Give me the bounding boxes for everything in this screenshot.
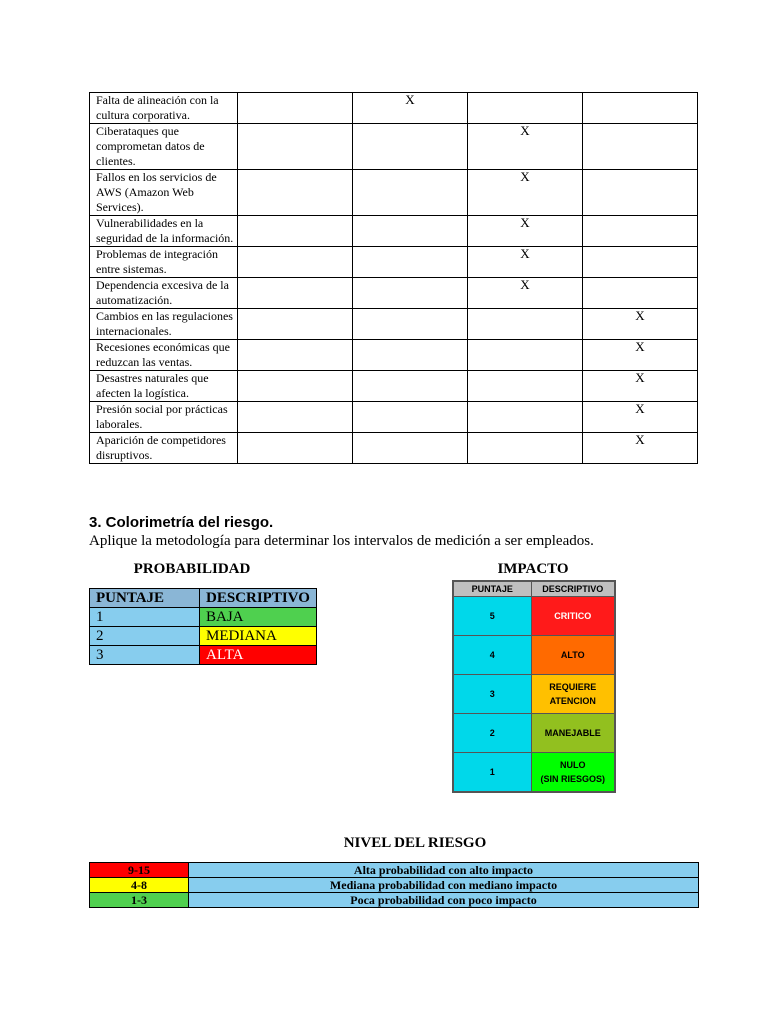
risk-mark: X [468,278,583,309]
risk-row [90,402,698,433]
risk-cell [353,216,468,247]
risk-mark: X [583,433,698,464]
risk-cell [468,402,583,433]
risk-table [89,92,698,464]
impact-score: 2 [453,714,531,753]
risk-row [90,371,698,402]
impact-table [452,580,616,793]
impact-label: MANEJABLE [531,714,615,753]
risk-cell [353,340,468,371]
risk-row [90,170,698,216]
risk-row [90,216,698,247]
level-row [90,893,699,908]
risk-mark: X [583,371,698,402]
risk-cell [583,216,698,247]
risk-cell [238,170,353,216]
impact-row [453,636,615,675]
probability-row [90,608,317,627]
probability-header-row [90,589,317,608]
risk-row [90,340,698,371]
impact-header-row [453,581,615,597]
risk-description: Desastres naturales que afecten la logística. [90,371,238,402]
risk-cell [353,433,468,464]
probability-label: BAJA [200,608,317,627]
impact-row [453,597,615,636]
probability-score: 2 [90,627,200,646]
impact-score: 3 [453,675,531,714]
risk-cell [238,124,353,170]
risk-mark: X [353,93,468,124]
risk-row [90,247,698,278]
risk-description: Problemas de integración entre sistemas. [90,247,238,278]
level-title: NIVEL DEL RIESGO [343,835,487,851]
risk-description: Cambios en las regulaciones internacionales. [90,309,238,340]
risk-cell [238,93,353,124]
risk-row [90,93,698,124]
risk-mark: X [468,247,583,278]
risk-description: Dependencia excesiva de la automatización. [90,278,238,309]
risk-cell [583,124,698,170]
risk-description: Ciberataques que comprometan datos de clientes. [90,124,238,170]
risk-cell [353,278,468,309]
risk-cell [583,278,698,309]
risk-cell [238,433,353,464]
probability-header-desc: DESCRIPTIVO [200,589,317,608]
risk-description: Recesiones económicas que reduzcan las ventas. [90,340,238,371]
risk-description: Presión social por prácticas laborales. [90,402,238,433]
risk-cell [468,309,583,340]
risk-mark: X [583,402,698,433]
probability-score: 1 [90,608,200,627]
probability-score: 3 [90,646,200,665]
risk-cell [583,247,698,278]
level-description: Alta probabilidad con alto impacto [189,863,699,878]
risk-row [90,433,698,464]
impact-row [453,675,615,714]
risk-cell [238,247,353,278]
probability-title: PROBABILIDAD [133,561,251,577]
probability-label: MEDIANA [200,627,317,646]
probability-header-score: PUNTAJE [90,589,200,608]
probability-row [90,646,317,665]
impact-label: ALTO [531,636,615,675]
risk-cell [353,402,468,433]
level-description: Poca probabilidad con poco impacto [189,893,699,908]
risk-cell [238,278,353,309]
risk-cell [238,309,353,340]
risk-cell [353,124,468,170]
impact-label: NULO (SIN RIESGOS) [531,753,615,793]
impact-row [453,714,615,753]
section-instruction: Aplique la metodología para determinar los intervalos de medición a ser empleados. [89,533,594,549]
risk-cell [353,170,468,216]
risk-row [90,278,698,309]
impact-label: CRITICO [531,597,615,636]
level-range: 1-3 [90,893,189,908]
risk-mark: X [468,216,583,247]
level-range: 4-8 [90,878,189,893]
risk-cell [468,340,583,371]
risk-mark: X [468,124,583,170]
risk-row [90,124,698,170]
risk-cell [238,402,353,433]
risk-cell [238,216,353,247]
probability-label: ALTA [200,646,317,665]
risk-cell [468,93,583,124]
impact-label: REQUIERE ATENCION [531,675,615,714]
section-heading: 3. Colorimetría del riesgo. [89,514,274,531]
risk-cell [583,93,698,124]
risk-mark: X [468,170,583,216]
impact-score: 4 [453,636,531,675]
risk-cell [583,170,698,216]
impact-score: 1 [453,753,531,793]
risk-cell [353,309,468,340]
probability-row [90,627,317,646]
risk-cell [468,433,583,464]
risk-cell [468,371,583,402]
risk-description: Falta de alineación con la cultura corporativa. [90,93,238,124]
risk-cell [238,340,353,371]
impact-title: IMPACTO [497,561,569,577]
risk-mark: X [583,340,698,371]
impact-score: 5 [453,597,531,636]
impact-header-desc: DESCRIPTIVO [531,581,615,597]
level-description: Mediana probabilidad con mediano impacto [189,878,699,893]
level-range: 9-15 [90,863,189,878]
risk-cell [353,247,468,278]
risk-row [90,309,698,340]
level-row [90,863,699,878]
risk-mark: X [583,309,698,340]
level-row [90,878,699,893]
impact-header-score: PUNTAJE [453,581,531,597]
risk-description: Fallos en los servicios de AWS (Amazon Web Services). [90,170,238,216]
level-table [89,862,699,908]
risk-description: Vulnerabilidades en la seguridad de la información. [90,216,238,247]
risk-cell [238,371,353,402]
risk-cell [353,371,468,402]
risk-description: Aparición de competidores disruptivos. [90,433,238,464]
probability-table [89,588,317,665]
impact-row [453,753,615,793]
